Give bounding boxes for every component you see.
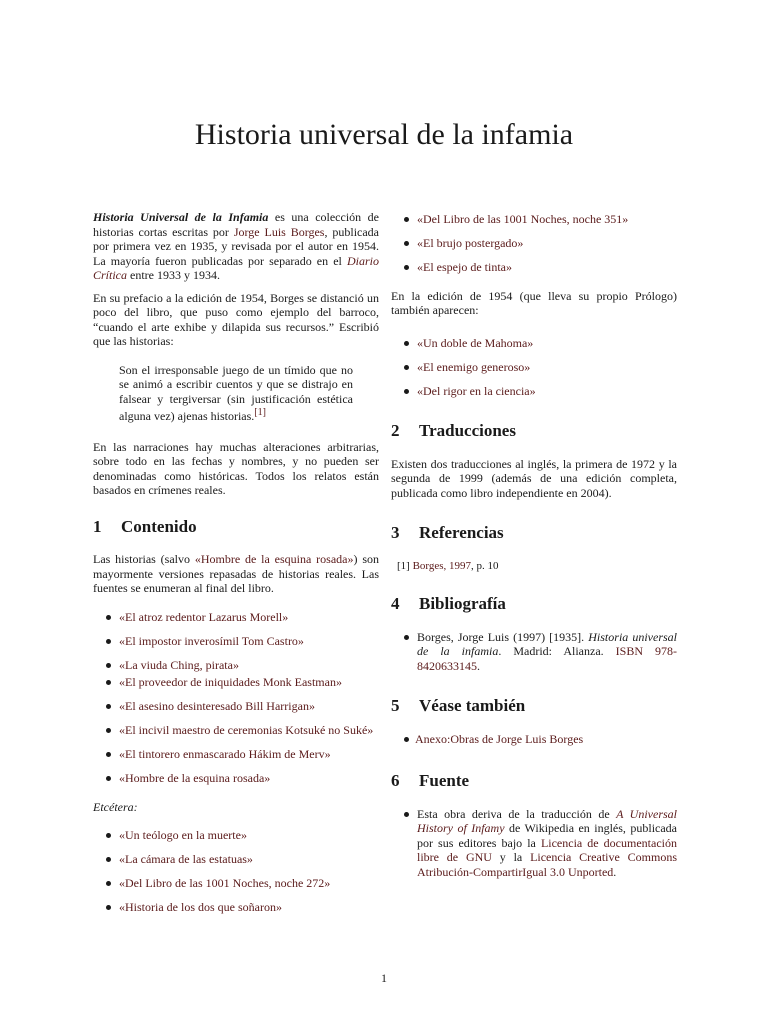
story-link[interactable]: «El proveedor de iniquidades Monk Eastman»: [119, 675, 342, 689]
edicion-paragraph: En la edición de 1954 (que lleva su propio Prólogo) también aparecen:: [391, 288, 677, 317]
list-item: [93, 900, 379, 915]
story-link[interactable]: «Del rigor en la ciencia»: [417, 383, 536, 398]
isbn-link[interactable]: ISBN 978-8420633145: [417, 644, 678, 673]
bib-text-3: .: [477, 658, 480, 673]
anexo-link[interactable]: Anexo:Obras de Jorge Luis Borges: [415, 731, 584, 746]
list-item: [93, 852, 379, 867]
story-link[interactable]: «El tintorero enmascarado Hákim de Merv»: [119, 747, 331, 761]
reference-rest: , p. 10: [471, 559, 499, 572]
contenido-text-1: Las historias (salvo: [93, 552, 195, 566]
list-item: [93, 747, 379, 762]
heading-referencias: [391, 523, 677, 542]
story-link[interactable]: «Un teólogo en la muerte»: [119, 828, 247, 842]
list-item: [391, 236, 677, 251]
story-link[interactable]: «El asesino desinteresado Bill Harrigan»: [119, 699, 315, 713]
gfdl-link[interactable]: Licencia de documentación libre de GNU: [417, 835, 677, 864]
story-link[interactable]: «La cámara de las estatuas»: [119, 852, 253, 866]
reference-item: [397, 559, 677, 574]
source-article-link[interactable]: A Universal History of Infamy: [417, 806, 677, 835]
right-column: [391, 210, 677, 893]
quote-block: [119, 363, 353, 424]
story-link[interactable]: «El incivil maestro de ceremonias Kotsuké no Suké»: [119, 723, 374, 737]
story-link[interactable]: «El brujo postergado»: [417, 236, 524, 250]
list-item: [391, 630, 677, 674]
story-link[interactable]: «El impostor inverosímil Tom Castro»: [119, 633, 304, 648]
section-number: 1: [93, 516, 102, 536]
list-item: [391, 732, 677, 747]
traducciones-paragraph: Existen dos traducciones al inglés, la primera de 1972 y la segunda de 1999 (además de una edición completa, publicada como libro independiente en 2004).: [391, 456, 677, 500]
list-item: [391, 260, 677, 275]
story-link[interactable]: «Un doble de Mahoma»: [417, 335, 534, 350]
list-item: [93, 675, 379, 690]
quote-ref-link[interactable]: [1]: [254, 407, 266, 418]
list-item: [391, 807, 677, 880]
heading-fuente: [391, 771, 677, 790]
section-number: 3: [391, 523, 400, 542]
fuente-text-4: .: [613, 864, 617, 879]
intro-text-1: es una colección de historias cortas escritas por: [93, 210, 379, 239]
story-link[interactable]: «El atroz redentor Lazarus Morell»: [119, 609, 289, 624]
fuente-list: [391, 807, 677, 880]
list-item: [93, 634, 379, 649]
page-number: 1: [381, 971, 387, 985]
cc-license-link[interactable]: Licencia Creative Commons Atribución-CompartirIgual 3.0 Unported: [417, 850, 677, 879]
author-link[interactable]: Jorge Luis Borges: [233, 224, 325, 239]
left-column: [93, 210, 379, 929]
contenido-list: [93, 610, 379, 786]
reference-link[interactable]: Borges, 1997: [412, 559, 472, 572]
heading-traducciones: [391, 421, 677, 440]
list-item: [93, 828, 379, 843]
prefacio-paragraph: En su prefacio a la edición de 1954, Borges se distanció un poco del libro, que puso como ejemplo del barroco, “cuando el arte exhibe y dilapida sus recursos.” Escribió que las historias:: [93, 290, 379, 348]
fuente-text-1: Esta obra deriva de la traducción de: [417, 806, 617, 821]
story-link[interactable]: «Del Libro de las 1001 Noches, noche 272»: [119, 876, 331, 890]
heading-bibliografia: [391, 594, 677, 613]
section-number: 6: [391, 771, 400, 790]
edicion-list: [391, 336, 677, 399]
section-heading-text: Contenido: [121, 516, 197, 536]
list-item: [93, 699, 379, 714]
section-heading-text: Bibliografía: [419, 594, 506, 613]
list-item: [391, 336, 677, 351]
fuente-text-2: de Wikipedia en inglés, publicada por sus editores bajo la: [417, 821, 678, 850]
list-item: [391, 384, 677, 399]
book-title: Historia Universal de la Infamia: [93, 210, 269, 224]
etcetera-list: [93, 828, 379, 915]
story-link[interactable]: «El enemigo generoso»: [417, 359, 531, 374]
narraciones-paragraph: En las narraciones hay muchas alteraciones arbitrarias, sobre todo en las fechas y nombres, y no pueden ser denominadas como históricas. Todos los relatos están basados en crímenes reales.: [93, 439, 379, 497]
contenido-text-2: ) son mayormente versiones repasadas de historias reales. Las fuentes se enumeran al final del libro.: [93, 552, 379, 595]
intro-text-3: entre 1933 y 1934.: [127, 268, 220, 282]
etcetera-label: Etcétera:: [93, 799, 138, 814]
section-number: 4: [391, 594, 400, 613]
bibliografia-list: [391, 630, 677, 674]
list-item: [93, 658, 379, 673]
vease-list: [391, 732, 677, 747]
section-heading-text: Referencias: [419, 523, 504, 542]
story-link[interactable]: «Del Libro de las 1001 Noches, noche 351»: [417, 212, 629, 226]
list-item: [93, 876, 379, 891]
list-item: [93, 771, 379, 786]
story-link[interactable]: «Historia de los dos que soñaron»: [119, 900, 282, 914]
section-heading-text: Fuente: [419, 771, 470, 790]
page-title: Historia universal de la infamia: [194, 118, 574, 151]
bib-text-1: Borges, Jorge Luis (1997) [1935].: [417, 629, 589, 644]
fuente-text-3: y la: [491, 850, 531, 864]
section-heading-text: Véase también: [419, 696, 526, 715]
list-item: [93, 610, 379, 625]
story-link[interactable]: «El espejo de tinta»: [417, 260, 512, 274]
list-item: [391, 212, 677, 227]
section-number: 2: [391, 421, 400, 440]
etcetera-list-continued: [391, 212, 677, 275]
section-number: 5: [391, 696, 400, 715]
story-link[interactable]: «La viuda Ching, pirata»: [119, 657, 239, 672]
bib-book-title: Historia universal de la infamia: [417, 629, 678, 658]
diario-critica-link[interactable]: Diario Crítica: [93, 253, 379, 282]
quote-text: Son el irresponsable juego de un tímido que no se animó a escribir cuentos y que se distrajo en falsear y tergiversar (sin justificación estética alguna vez) ajenas historias.: [119, 362, 353, 423]
list-item: [391, 360, 677, 375]
story-link[interactable]: «Hombre de la esquina rosada»: [119, 771, 271, 785]
hombre-esquina-link[interactable]: «Hombre de la esquina rosada»: [194, 552, 354, 566]
bib-text-2: . Madrid: Alianza.: [498, 644, 616, 658]
list-item: [93, 723, 379, 738]
heading-vease: [391, 696, 677, 715]
section-heading-text: Traducciones: [419, 421, 516, 440]
contenido-paragraph: [93, 552, 379, 596]
heading-contenido: [93, 516, 379, 536]
intro-paragraph: [93, 210, 379, 283]
intro-text-2: , publicada por primera vez en 1935, y revisada por el autor en 1954. La mayoría fueron publicadas por separado en el: [93, 224, 380, 268]
reference-mark: [1]: [397, 559, 410, 572]
